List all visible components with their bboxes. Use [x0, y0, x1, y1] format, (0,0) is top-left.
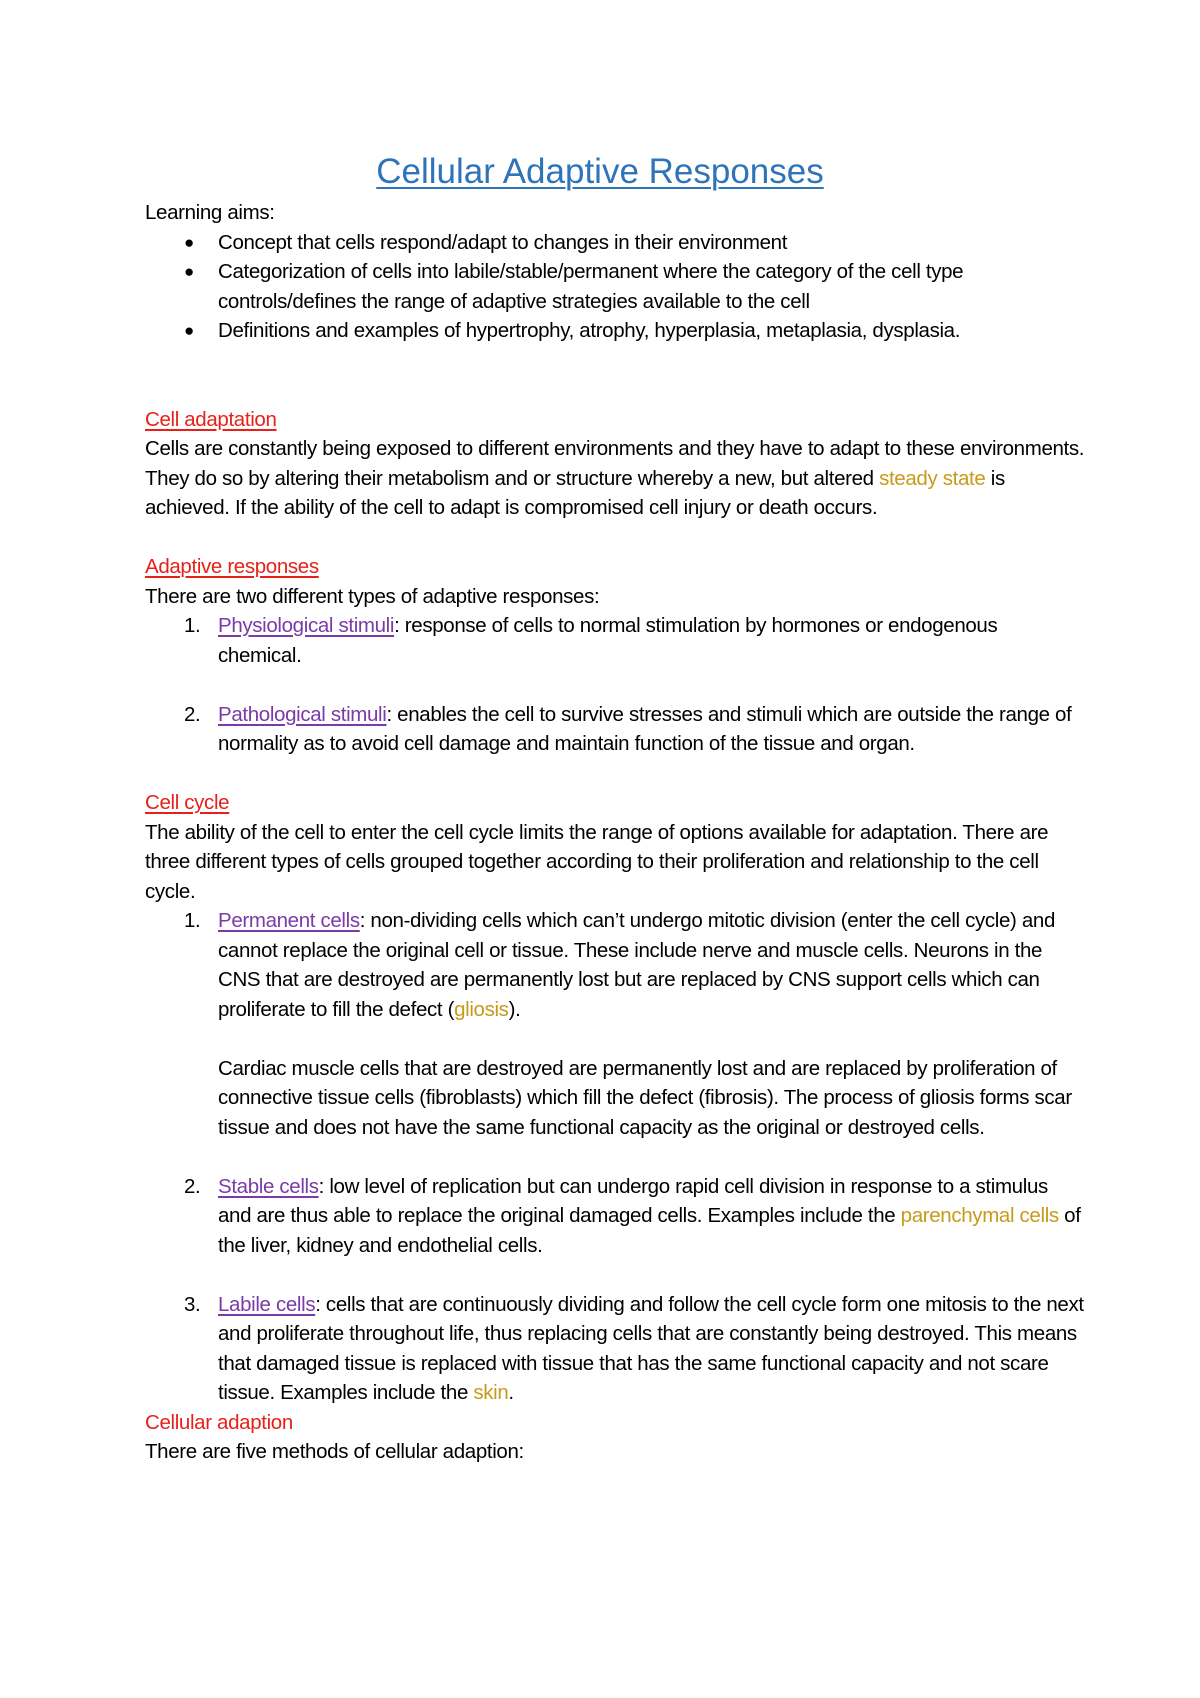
term-link: Pathological stimuli	[218, 702, 387, 726]
cell-adaptation-paragraph: Cells are constantly being exposed to different environments and they have to adapt to these environments. They do so by altering their metabolism and or structure whereby a new, but altered steady state is achieved. If the ability of the cell to adapt is compromised cell injury or death occurs.	[145, 437, 1085, 519]
page-title: Cellular Adaptive Responses	[376, 152, 824, 191]
term-link: Labile cells	[218, 1292, 316, 1316]
highlight-term: steady state	[879, 466, 986, 490]
cell-types-list	[145, 906, 1085, 1408]
term-link: Permanent cells	[218, 909, 360, 932]
term-link: Stable cells	[218, 1174, 319, 1198]
section-heading-cell-adaptation: Cell adaptation	[145, 407, 277, 431]
list-item: 2. Stable cells: low level of replication but can undergo rapid cell division in response to a stimulus and are thus able to replace the original damaged cells. Examples include the parenchymal cells of the liver, kidney and endothelial cells.	[184, 1174, 1081, 1257]
learning-aims-label: Learning aims:	[145, 201, 275, 224]
section-heading-cellular-adaption: Cellular adaption	[145, 1410, 293, 1434]
highlight-term: skin	[473, 1381, 509, 1404]
bullet-icon: ●	[184, 321, 194, 340]
cell-cycle-intro: The ability of the cell to enter the cell cycle limits the range of options available for adaptation. There are three different types of cells grouped together according to their proliferation and relationship to the cell cycle.	[145, 820, 1049, 903]
list-item: ● Definitions and examples of hypertrophy, atrophy, hyperplasia, metaplasia, dysplasia.	[218, 316, 1085, 346]
highlight-term: parenchymal cells	[900, 1204, 1059, 1227]
list-item: 2. Pathological stimuli: enables the cell to survive stresses and stimuli which are outside the range of normality as to avoid cell damage and maintain function of the tissue and organ.	[184, 702, 1072, 755]
term-link: Physiological stimuli	[218, 614, 395, 637]
section-heading-adaptive-responses: Adaptive responses	[145, 555, 319, 578]
highlight-term: gliosis	[454, 997, 509, 1021]
list-item: 1. Permanent cells: non-dividing cells which can’t undergo mitotic division (enter the cell cycle) and cannot replace the original cell or tissue. These include nerve and muscle cells. Neurons in the CNS that are destroyed are permanently lost but are replaced by CNS support cells which can proliferate to fill the defect (gliosis). Cardiac muscle cells that are destroyed are permanently lost and are replaced by proliferation of connective tissue cells (fibroblasts) which fill the defect (fibrosis). The process of gliosis forms scar tissue and does not have the same functional capacity as the original or destroyed cells.	[218, 906, 1085, 1142]
cellular-adaption-intro: There are five methods of cellular adaption:	[145, 1440, 524, 1463]
list-item: 3. Labile cells: cells that are continuously dividing and follow the cell cycle form one mitosis to the next and proliferate throughout life, thus replacing cells that are constantly being destroyed. This means that damaged tissue is replaced with tissue that has the same functional capacity and not scare tissue. Examples include the skin.	[184, 1292, 1084, 1404]
document-body	[145, 198, 1085, 1467]
permanent-cells-paragraph-2: Cardiac muscle cells that are destroyed are permanently lost and are replaced by proliferation of connective tissue cells (fibroblasts) which fill the defect (fibrosis). The process of gliosis forms scar tissue and does not have the same functional capacity as the original or destroyed cells.	[218, 1056, 1072, 1139]
list-item: ● Concept that cells respond/adapt to changes in their environment	[218, 228, 1085, 258]
bullet-icon: ●	[184, 262, 194, 281]
adaptive-responses-intro: There are two different types of adaptive responses:	[145, 584, 600, 608]
list-item: ● Categorization of cells into labile/stable/permanent where the category of the cell type controls/defines the range of adaptive strategies available to the cell	[218, 257, 1085, 316]
list-item: 1. Physiological stimuli: response of cells to normal stimulation by hormones or endogenous chemical.	[184, 614, 998, 667]
learning-aims-list	[145, 228, 1085, 346]
section-heading-cell-cycle: Cell cycle	[145, 791, 230, 814]
bullet-icon: ●	[184, 232, 194, 252]
adaptive-responses-list	[145, 611, 1085, 759]
